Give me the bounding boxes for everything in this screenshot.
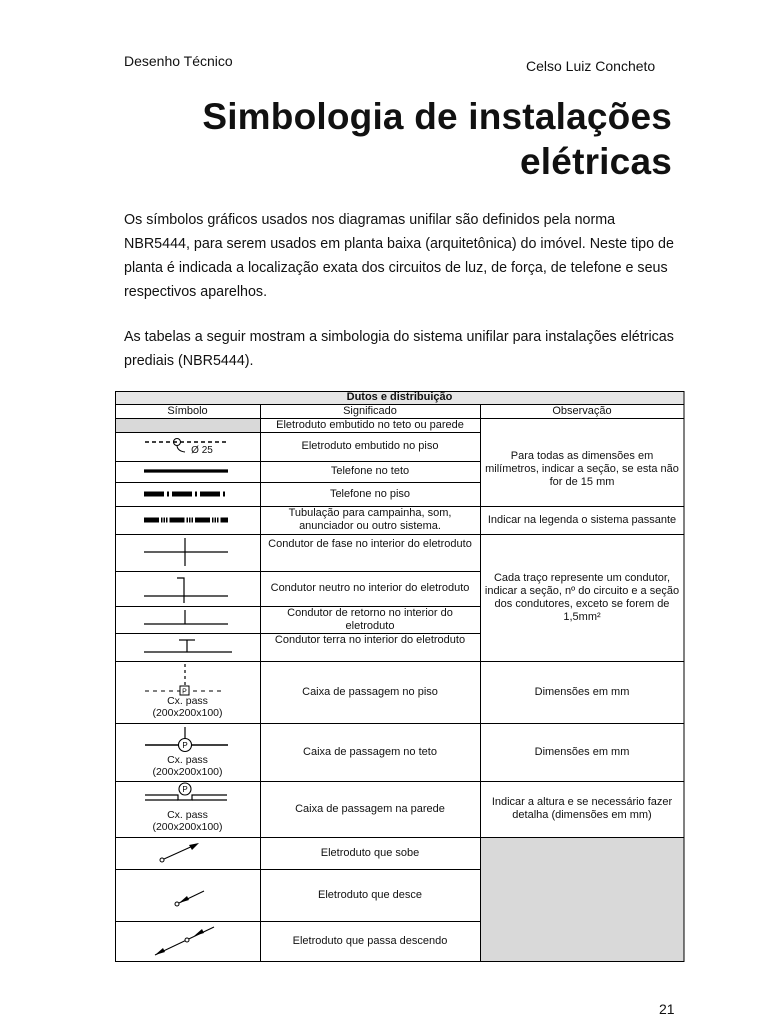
symbol-letter-floor: P <box>182 688 187 696</box>
symbol-conduit-up <box>115 837 260 869</box>
ducts-distribution-table <box>115 391 685 962</box>
meaning-wall-junction-box: Caixa de passagem na parede <box>295 802 445 815</box>
intro-paragraph: Os símbolos gráficos usados nos diagramas unifilar são definidos pela norma NBR5444, para serem usados em planta baixa (arquitetônica) do imóvel. Neste tipo de planta é indicada a localização exata dos circuitos de luz, de força, de telefone e seus respectivos aparelhos. <box>124 212 674 300</box>
meaning-conduit-down: Eletroduto que desce <box>318 888 422 901</box>
symbol-label-wall-box: Cx. pass (200x200x100) <box>152 809 223 833</box>
observation-wall-box: Indicar a altura e se necessário fazer detalha (dimensões em mm) <box>491 796 673 821</box>
meaning-phone-floor: Telefone no piso <box>329 487 411 500</box>
header-course: Desenho Técnico <box>124 53 233 69</box>
symbol-bell-sound-system <box>115 506 260 534</box>
meaning-embedded-floor: Eletroduto embutido no piso <box>301 440 439 452</box>
symbol-letter-ceiling: P <box>182 741 188 750</box>
observation-floor-box: Dimensões em mm <box>534 685 630 698</box>
symbol-return-conductor <box>115 606 260 633</box>
blank-observation-shading <box>480 837 684 961</box>
symbol-label-floor-box: Cx. pass (200x200x100) <box>152 695 223 719</box>
observation-dimensions: Para todas as dimensões em milímetros, indicar a seção, se esta não for de 15 mm <box>485 449 679 488</box>
page-title <box>150 94 672 184</box>
symbol-floor-junction-box <box>115 661 260 699</box>
page-number: 21 <box>659 1001 675 1017</box>
symbol-conduit-passing-down <box>115 921 260 962</box>
meaning-conduit-up: Eletroduto que sobe <box>320 846 420 859</box>
symbol-wall-junction-box <box>115 781 260 809</box>
observation-ceiling-box: Dimensões em mm <box>534 745 630 758</box>
meaning-floor-junction-box: Caixa de passagem no piso <box>302 685 438 698</box>
header-author: Celso Luiz Concheto <box>526 58 656 74</box>
symbol-conduit-down <box>115 869 260 921</box>
tables-intro-paragraph: As tabelas a seguir mostram a simbologia do sistema unifilar para instalações elétricas prediais (NBR5444). <box>124 329 674 369</box>
column-header-meaning: Significado <box>343 404 397 417</box>
symbol-phone-ceiling <box>115 461 260 482</box>
meaning-embedded-ceiling-wall: Eletroduto embutido no teto ou parede <box>276 418 464 431</box>
symbol-phone-floor <box>115 482 260 506</box>
symbol-ceiling-junction-box <box>115 723 260 757</box>
symbol-letter-wall: P <box>182 785 188 794</box>
meaning-bell-sound-system: Tubulação para campainha, som, anunciador ou outro sistema. <box>288 507 452 532</box>
meaning-ground-conductor: Condutor terra no interior do eletroduto <box>274 634 466 646</box>
symbol-label-diameter: Ø 25 <box>191 445 213 456</box>
observation-conductors: Cada traço represente um condutor, indicar a seção, nº do circuito e a seção dos condutores, exceto se forem de 1,5mm² <box>484 571 680 623</box>
symbol-ground-conductor <box>115 633 260 661</box>
meaning-neutral-conductor: Condutor neutro no interior do eletroduto <box>270 582 470 594</box>
meaning-return-conductor: Condutor de retorno no interior do eletroduto <box>287 607 453 632</box>
blank-symbol-shading <box>115 419 260 432</box>
table-title: Dutos e distribuição <box>346 391 453 403</box>
column-header-observation: Observação <box>552 404 612 417</box>
meaning-conduit-passing-down: Eletroduto que passa descendo <box>292 935 448 947</box>
meaning-ceiling-junction-box: Caixa de passagem no teto <box>303 745 437 758</box>
title-line-2: elétricas <box>520 141 672 182</box>
symbol-label-ceiling-box: Cx. pass (200x200x100) <box>152 754 223 778</box>
meaning-phase-conductor: Condutor de fase no interior do eletroduto <box>268 538 472 550</box>
observation-legend: Indicar na legenda o sistema passante <box>487 513 677 526</box>
meaning-phone-ceiling: Telefone no teto <box>330 465 410 477</box>
column-header-symbol: Símbolo <box>167 404 208 417</box>
symbol-neutral-conductor <box>115 571 260 606</box>
title-line-1: Simbologia de instalações <box>202 96 672 137</box>
symbol-phase-conductor <box>115 534 260 571</box>
